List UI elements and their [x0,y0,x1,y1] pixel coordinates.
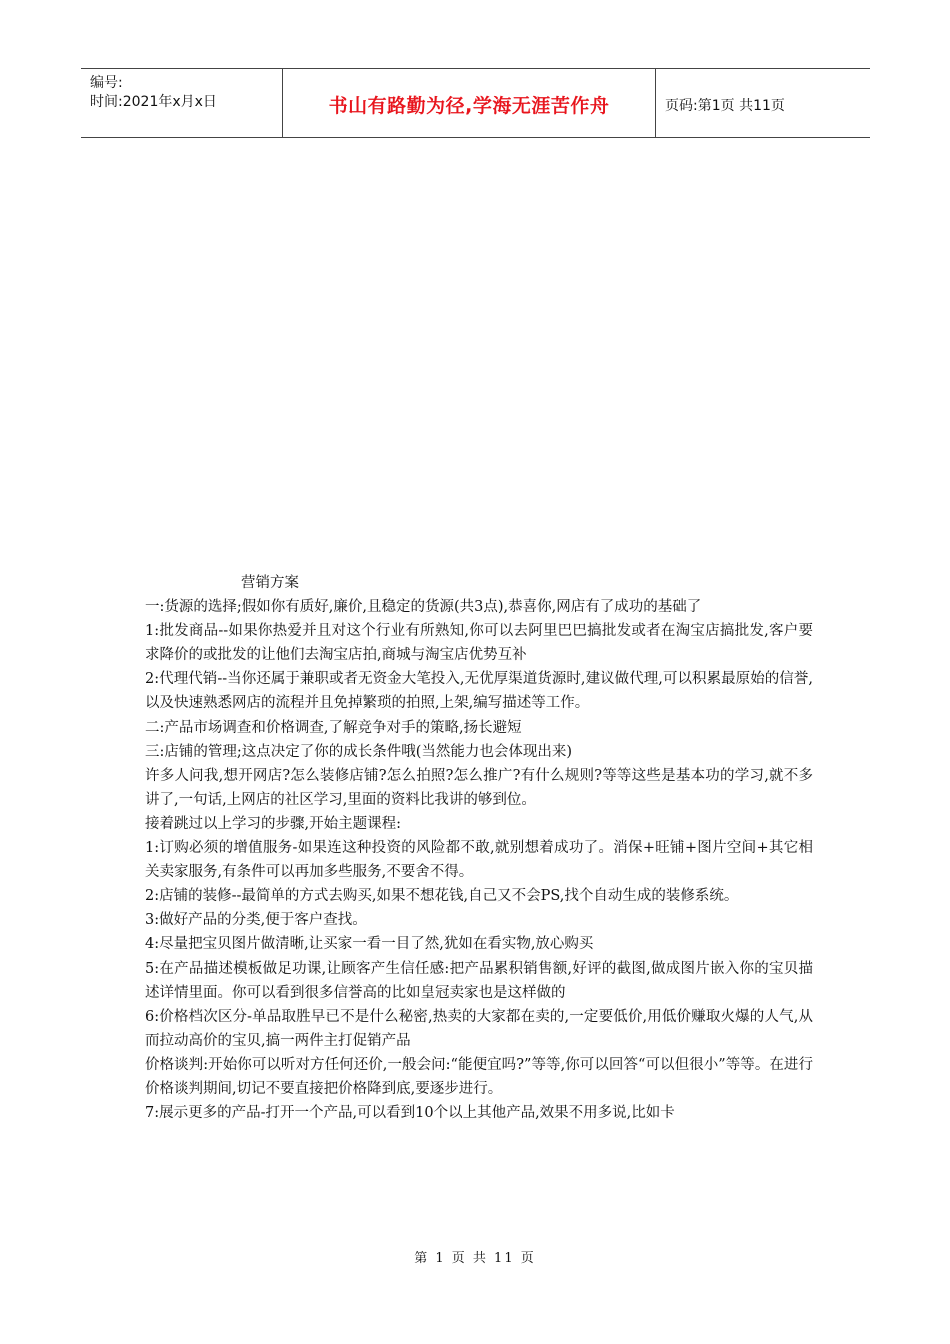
header-info-cell [81,69,283,137]
paragraph: 3:做好产品的分类,便于客户查找。 [145,912,367,929]
paragraph: 6:价格档次区分-单品取胜早已不是什么秘密,热卖的大家都在卖的,一定要低价,用低价赚取火爆的人气,从而拉动高价的宝贝,搞一两件主打促销产品 [145,1008,813,1049]
paragraph: 4:尽量把宝贝图片做清晰,让买家一看一目了然,犹如在看实物,放心购买 [145,936,594,953]
paragraph: 接着跳过以上学习的步骤,开始主题课程: [145,815,401,832]
paragraph: 1:订购必须的增值服务-如果连这种投资的风险都不敢,就别想着成功了。消保+旺铺+图片空间+其它相关卖家服务,有条件可以再加多些服务,不要舍不得。 [145,840,813,881]
paragraph: 许多人问我,想开网店?怎么装修店铺?怎么拍照?怎么推广?有什么规则?等等这些是基本功的学习,就不多讲了,一句话,上网店的社区学习,里面的资料比我讲的够到位。 [145,767,813,808]
paragraph: 二:产品市场调查和价格调查,了解竞争对手的策略,扬长避短 [145,719,522,736]
paragraph: 5:在产品描述模板做足功课,让顾客产生信任感:把产品累积销售额,好评的截图,做成图片嵌入你的宝贝描述详情里面。你可以看到很多信誉高的比如皇冠卖家也是这样做的 [145,960,813,1001]
paragraph: 2:店铺的装修--最简单的方式去购买,如果不想花钱,自己又不会PS,找个自动生成的装修系统。 [145,888,739,905]
paragraph: 7:展示更多的产品-打开一个产品,可以看到10个以上其他产品,效果不用多说,比如卡 [145,1105,675,1122]
page-footer: 第 1 页 共 11 页 [414,1251,536,1266]
header-page-cell [656,69,870,137]
time-label: 时间:2021年x月x日 [90,94,217,110]
paragraph: 一:货源的选择;假如你有质好,廉价,且稳定的货源(共3点),恭喜你,网店有了成功的基础了 [145,599,702,616]
header-motto-cell [283,69,656,137]
document-body [145,571,813,1125]
paragraph: 2:代理代销--当你还属于兼职或者无资金大笔投入,无优厚渠道货源时,建议做代理,可以积累最原始的信誉,以及快速熟悉网店的流程并且免掉繁琐的拍照,上架,编写描述等工作。 [145,671,813,712]
paragraph: 1:批发商品--如果你热爱并且对这个行业有所熟知,你可以去阿里巴巴搞批发或者在淘宝店搞批发,客户要求降价的或批发的让他们去淘宝店拍,商城与淘宝店优势互补 [145,623,813,664]
document-title: 营销方案 [241,575,299,591]
paragraph: 三:店铺的管理;这点决定了你的成长条件哦(当然能力也会体现出来) [145,743,573,760]
motto: 书山有路勤为径,学海无涯苦作舟 [328,95,610,117]
page-code: 页码:第1页 共11页 [665,98,785,114]
paragraph: 价格谈判:开始你可以听对方任何还价,一般会问:“能便宜吗?”等等,你可以回答“可以但很小”等等。在进行价格谈判期间,切记不要直接把价格降到底,要逐步进行。 [145,1056,813,1097]
number-label: 编号: [90,75,123,91]
page-header [81,68,870,138]
